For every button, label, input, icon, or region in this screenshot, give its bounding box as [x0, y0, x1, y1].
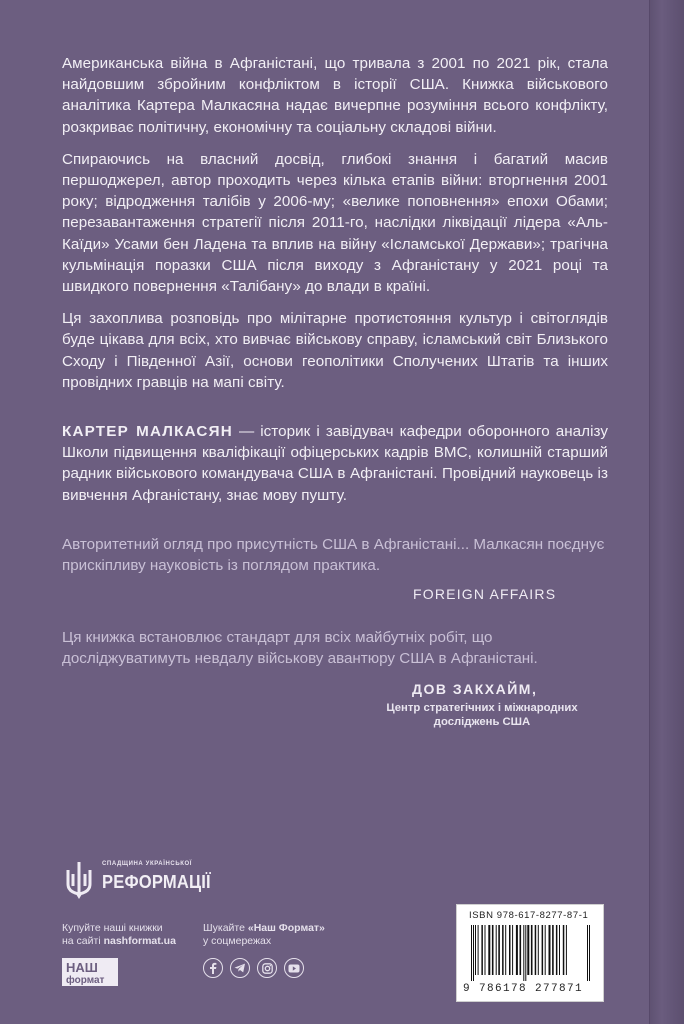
- barcode-bar: [512, 925, 513, 975]
- review-quote-2: [62, 627, 608, 729]
- buy-site-link[interactable]: nashformat.ua: [103, 935, 176, 947]
- barcode-bar: [492, 925, 494, 975]
- review-quote-1-text: Авторитетний огляд про присутність США в Афганістані... Малкасян поєднує прискіпливу науковість із поглядом практика.: [62, 535, 605, 575]
- author-bio-text: — історик і завідувач кафедри оборонного аналізу Школи підвищення кваліфікації офіцерських кадрів ВМС, колишній старший радник військового командувача США в Афганістані. Провідний науковець із вивчення Афганістану, знає мову пушту.: [62, 423, 608, 504]
- barcode-bar: [538, 925, 539, 975]
- review-quote-2-author-title: Центр стратегічних і міжнародних досліджень США: [386, 701, 578, 729]
- barcode-bar: [556, 925, 558, 975]
- barcode-bar: [471, 925, 472, 981]
- barcode-bar: [566, 925, 567, 975]
- barcode-bar: [488, 925, 490, 975]
- social-line-2: у соцмережах: [203, 935, 272, 947]
- youtube-icon[interactable]: [284, 958, 304, 978]
- description-paragraph-2: Спираючись на власний досвід, глибокі знання і багатий масив першоджерел, автор проходить через кілька етапів війни: вторгнення 2001 року; відродження талібів у 2006-му; «велике поповнення» епохи Обами; перезавантаження стратегії після 2011-го, наслідки ліквідації лідера «Аль-Каїди» Усами бен Ладена та вплив на війну «Ісламської Держави»; трагічна кульмінація поразки США після виходу з Афганістану у 2021 році та швидкого повернення «Талібану» до влади в країні.: [62, 150, 608, 296]
- barcode-bar: [535, 925, 537, 975]
- review-quote-2-text: Ця книжка встановлює стандарт для всіх майбутніх робіт, що досліджуватимуть невдалу військову авантюру США в Афганістані.: [62, 629, 538, 668]
- social-icons: [203, 958, 304, 978]
- social-brand: «Наш Формат»: [247, 922, 325, 934]
- barcode-bar: [473, 925, 474, 981]
- author-bio-name: КАРТЕР МАЛКАСЯН: [62, 423, 233, 441]
- barcode-bar: [496, 925, 497, 975]
- social-line-1: [203, 922, 325, 935]
- social-info: [203, 922, 325, 948]
- ean-number: 9 786178 277871: [463, 983, 584, 995]
- author-bio: [62, 421, 608, 506]
- barcode-bar: [498, 925, 500, 975]
- buy-line-2-prefix: на сайті: [62, 935, 104, 947]
- barcode-bar: [509, 925, 511, 975]
- barcode-bar: [525, 925, 526, 981]
- review-quote-1-source: FOREIGN AFFAIRS: [413, 586, 557, 603]
- barcode-bar: [505, 925, 506, 975]
- publisher-series-small: СПАДЩИНА УКРАЇНСЬКОЇ: [102, 861, 193, 867]
- barcode-bar: [527, 925, 529, 975]
- barcode-bar: [520, 925, 522, 975]
- barcode-bar: [552, 925, 554, 975]
- cover-text: [62, 53, 608, 730]
- barcode-bar: [589, 925, 590, 981]
- publisher-series-name: РЕФОРМАЦІЇ: [102, 872, 211, 892]
- description-paragraph-1: Американська війна в Афганістані, що тривала з 2001 по 2021 рік, стала найдовшим збройним конфліктом в історії США. Книжка військового аналітика Картера Малкасяна надає вичерпне розуміння всього конфлікту, розкриває політичну, економічну та соціальну складові війни.: [62, 55, 608, 136]
- barcode-bar: [478, 925, 479, 975]
- nash-format-logo-top: НАШ: [66, 960, 98, 975]
- book-spine: [649, 0, 684, 1024]
- barcode-bar: [587, 925, 588, 981]
- publisher-series-logo: [62, 858, 211, 908]
- barcode-bar: [563, 925, 565, 975]
- barcode-bar: [516, 925, 518, 975]
- instagram-icon[interactable]: [257, 958, 277, 978]
- barcode-bar: [549, 925, 551, 975]
- barcode-bar: [523, 925, 524, 981]
- review-quote-1: [62, 534, 608, 602]
- buy-line-1: Купуйте наші книжки: [62, 922, 163, 934]
- barcode-bar: [475, 925, 476, 975]
- barcode-bars: [469, 925, 593, 981]
- review-quote-2-author: ДОВ ЗАКХАЙМ,: [412, 680, 538, 697]
- barcode-bar: [542, 925, 544, 975]
- trident-icon: [62, 860, 96, 900]
- barcode-bar: [545, 925, 546, 975]
- facebook-icon[interactable]: [203, 958, 223, 978]
- buy-info: [62, 922, 176, 948]
- isbn-barcode: [456, 904, 604, 1002]
- description-paragraph-3: Ця захоплива розповідь про мілітарне протистояння культур і світоглядів буде цікава для всіх, хто вивчає військову справу, ісламський світ Близького Сходу і Південної Азії, основи геополітики Сполучених Штатів та інших провідних гравців на мапі світу.: [62, 310, 608, 391]
- barcode-bar: [559, 925, 560, 975]
- barcode-bar: [485, 925, 486, 975]
- buy-line-2: [62, 935, 176, 948]
- barcode-bar: [481, 925, 483, 975]
- nash-format-logo: [62, 958, 118, 986]
- barcode-bar: [531, 925, 533, 975]
- barcode-bar: [502, 925, 504, 975]
- nash-format-logo-bottom: формат: [66, 975, 105, 986]
- social-line-1-prefix: Шукайте: [203, 922, 248, 934]
- telegram-icon[interactable]: [230, 958, 250, 978]
- isbn-label: ISBN 978-617-8277-87-1: [469, 910, 589, 921]
